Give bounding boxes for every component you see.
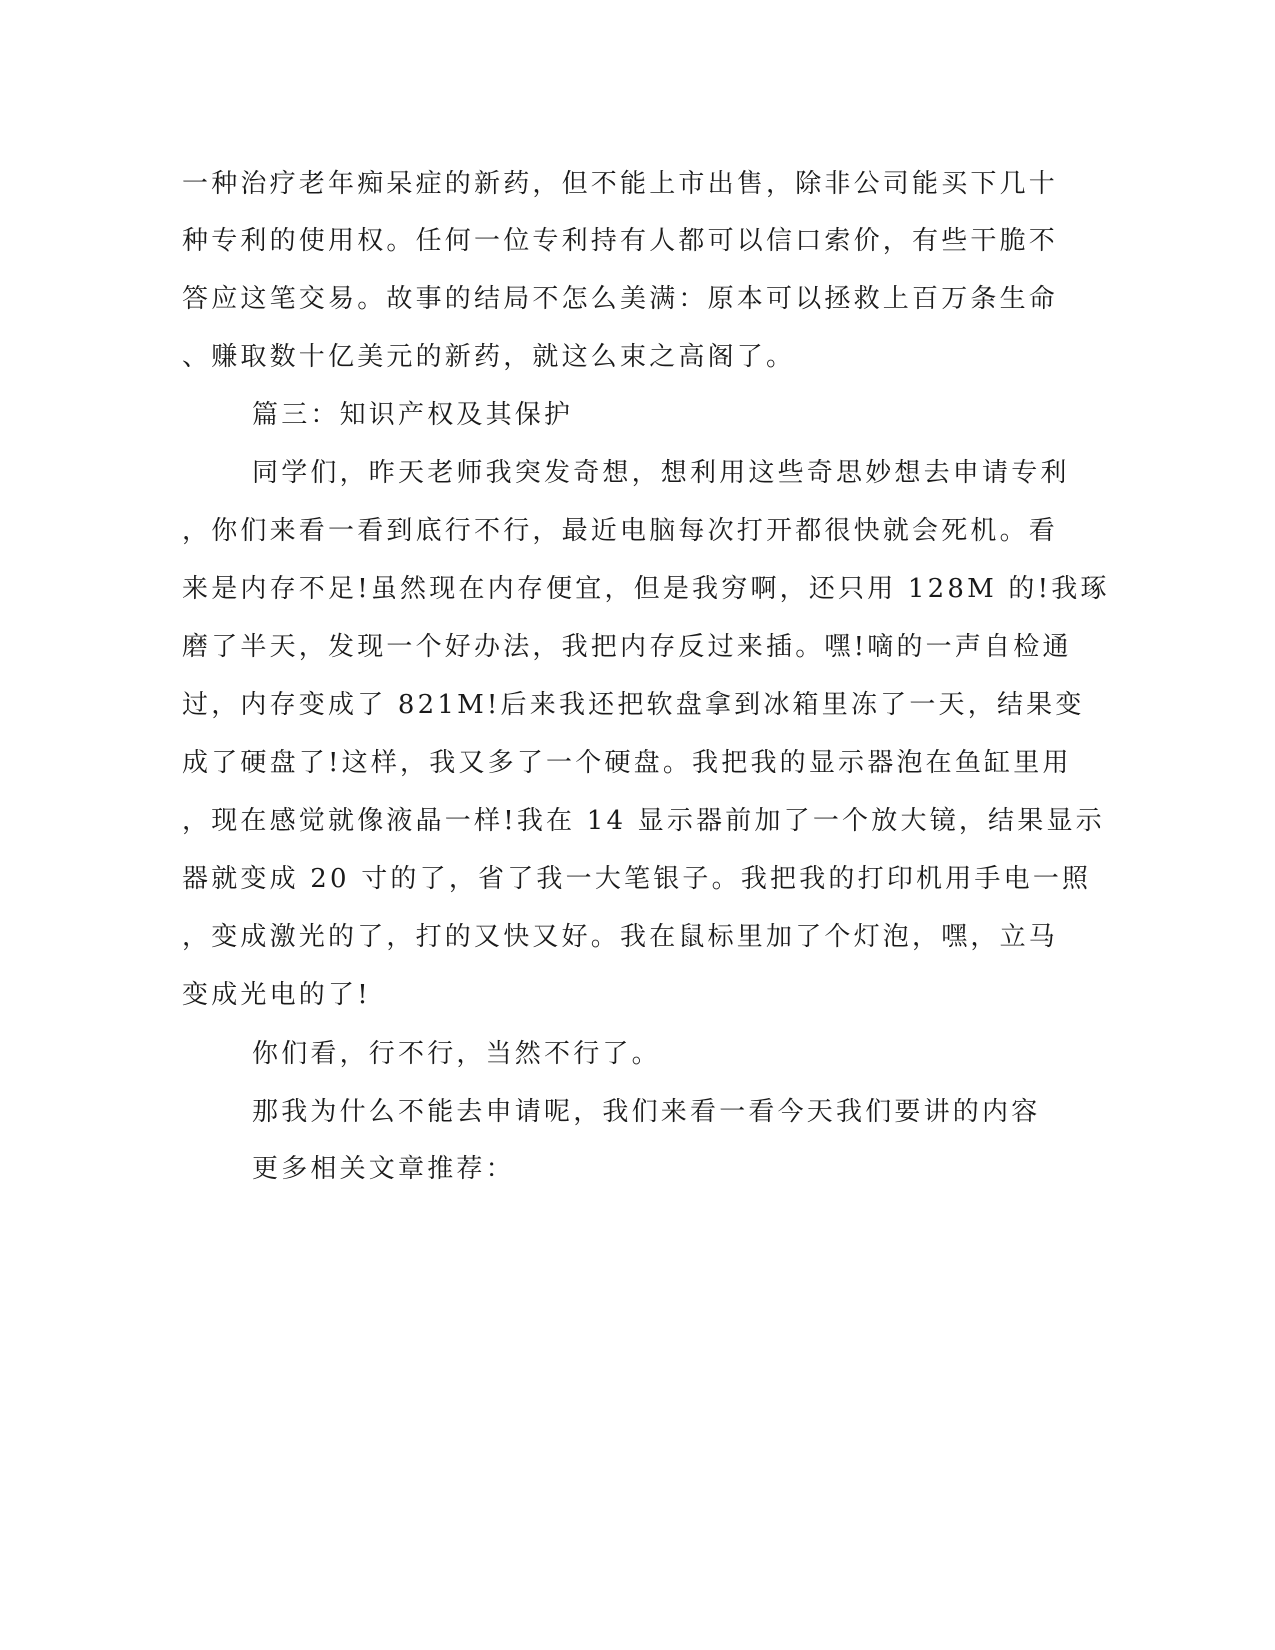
paragraph-line: 、赚取数十亿美元的新药，就这么束之高阁了。 (182, 342, 796, 372)
related-articles-heading: 更多相关文章推荐： (252, 1154, 515, 1184)
paragraph-line: 变成光电的了! (182, 980, 371, 1010)
paragraph-line: 答应这笔交易。故事的结局不怎么美满：原本可以拯救上百万条生命 (182, 284, 1059, 314)
paragraph-line: 你们看，行不行，当然不行了。 (252, 1039, 661, 1069)
paragraph-line: ，变成激光的了，打的又快又好。我在鼠标里加了个灯泡，嘿，立马 (182, 922, 1059, 952)
paragraph-line: 器就变成 20 寸的了，省了我一大笔银子。我把我的打印机用手电一照 (182, 864, 1092, 894)
paragraph-line: 那我为什么不能去申请呢，我们来看一看今天我们要讲的内容 (252, 1097, 1041, 1127)
paragraph-line: 磨了半天，发现一个好办法，我把内存反过来插。嘿!嘀的一声自检通 (182, 632, 1072, 662)
paragraph-line: 种专利的使用权。任何一位专利持有人都可以信口索价，有些干脆不 (182, 226, 1059, 256)
section-heading: 篇三：知识产权及其保护 (252, 400, 574, 430)
paragraph-line: 来是内存不足!虽然现在内存便宜，但是我穷啊，还只用 128M 的!我琢 (182, 574, 1110, 604)
paragraph-line: 一种治疗老年痴呆症的新药，但不能上市出售，除非公司能买下几十 (182, 169, 1059, 199)
paragraph-line: ，现在感觉就像液晶一样!我在 14 显示器前加了一个放大镜，结果显示 (182, 806, 1105, 836)
paragraph-line: 过，内存变成了 821M!后来我还把软盘拿到冰箱里冻了一天，结果变 (182, 690, 1085, 720)
paragraph-line: 同学们，昨天老师我突发奇想，想利用这些奇思妙想去申请专利 (252, 458, 1070, 488)
paragraph-line: ，你们来看一看到底行不行，最近电脑每次打开都很快就会死机。看 (182, 516, 1059, 546)
paragraph-line: 成了硬盘了!这样，我又多了一个硬盘。我把我的显示器泡在鱼缸里用 (182, 748, 1072, 778)
